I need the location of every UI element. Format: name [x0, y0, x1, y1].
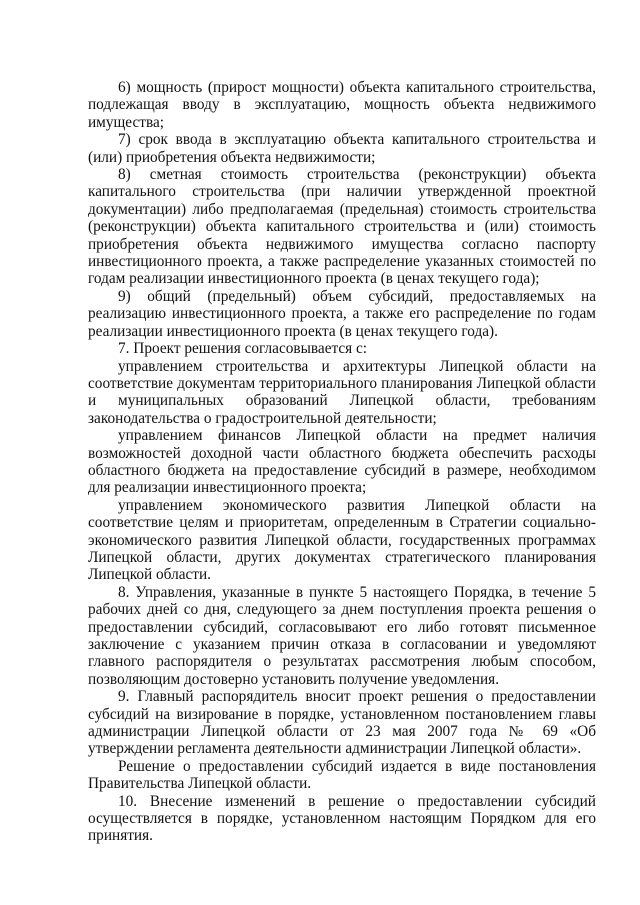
paragraph-construction-dept: управлением строительства и архитектуры Липецкой области на соответствие документам территориального планирования Липецкой области и муниципальных образований Липецкой области, требованиям законодательства о градостроительной деятельности;	[88, 357, 596, 427]
paragraph-item-7: 7) срок ввода в эксплуатацию объекта капитального строительства и (или) приобретения объекта недвижимости;	[88, 131, 596, 166]
paragraph-clause-7: 7. Проект решения согласовывается с:	[118, 340, 368, 358]
paragraph-clause-9: 9. Главный распорядитель вносит проект решения о предоставлении субсидий на визирование в порядке, установленном постановлением главы администрации Липецкой области от 23 мая 2007 года № 69 «Об утверждении регламента деятельности администрации Липецкой области».	[88, 688, 596, 758]
document-body	[88, 79, 596, 845]
paragraph-economic-dept: управлением экономического развития Липецкой области на соответствие целям и приоритетам, определенным в Стратегии социально-экономического развития Липецкой области, государственных программах Липецкой области, других документах стратегического планирования Липецкой области.	[88, 496, 596, 584]
paragraph-decision: Решение о предоставлении субсидий издается в виде постановления Правительства Липецкой области.	[88, 757, 596, 793]
paragraph-item-9: 9) общий (предельный) объем субсидий, предоставляемых на реализацию инвестиционного проекта, а также его распределение по годам реализации инвестиционного проекта (в ценах текущего года).	[88, 287, 596, 340]
paragraph-item-8: 8) сметная стоимость строительства (реконструкции) объекта капитального строительства (при наличии утвержденной проектной документации) либо предполагаемая (предельная) стоимость строительства (реконструкции) объекта капитального строительства и (или) стоимость приобретения объекта недвижимого имущества согласно паспорту инвестиционного проекта, а также распределение указанных стоимостей по годам реализации инвестиционного проекта (в ценах текущего года);	[88, 166, 596, 288]
paragraph-item-6: 6) мощность (прирост мощности) объекта капитального строительства, подлежащая вводу в эксплуатацию, мощность объекта недвижимого имущества;	[88, 79, 596, 131]
paragraph-clause-8: 8. Управления, указанные в пункте 5 настоящего Порядка, в течение 5 рабочих дней со дня, следующего за днем поступления проекта решения о предоставлении субсидий, согласовывают его либо готовят письменное заключение с указанием причин отказа в согласовании и уведомляют главного распорядителя о результатах рассмотрения любым способом, позволяющим достоверно установить получение уведомления.	[88, 583, 596, 688]
paragraph-clause-10: 10. Внесение изменений в решение о предоставлении субсидий осуществляется в порядке, установленном настоящим Порядком для его принятия.	[88, 792, 596, 845]
paragraph-finance-dept: управлением финансов Липецкой области на предмет наличия возможностей доходной части областного бюджета обеспечить расходы областного бюджета на предоставление субсидий в размере, необходимом для реализации инвестиционного проекта;	[88, 427, 596, 497]
